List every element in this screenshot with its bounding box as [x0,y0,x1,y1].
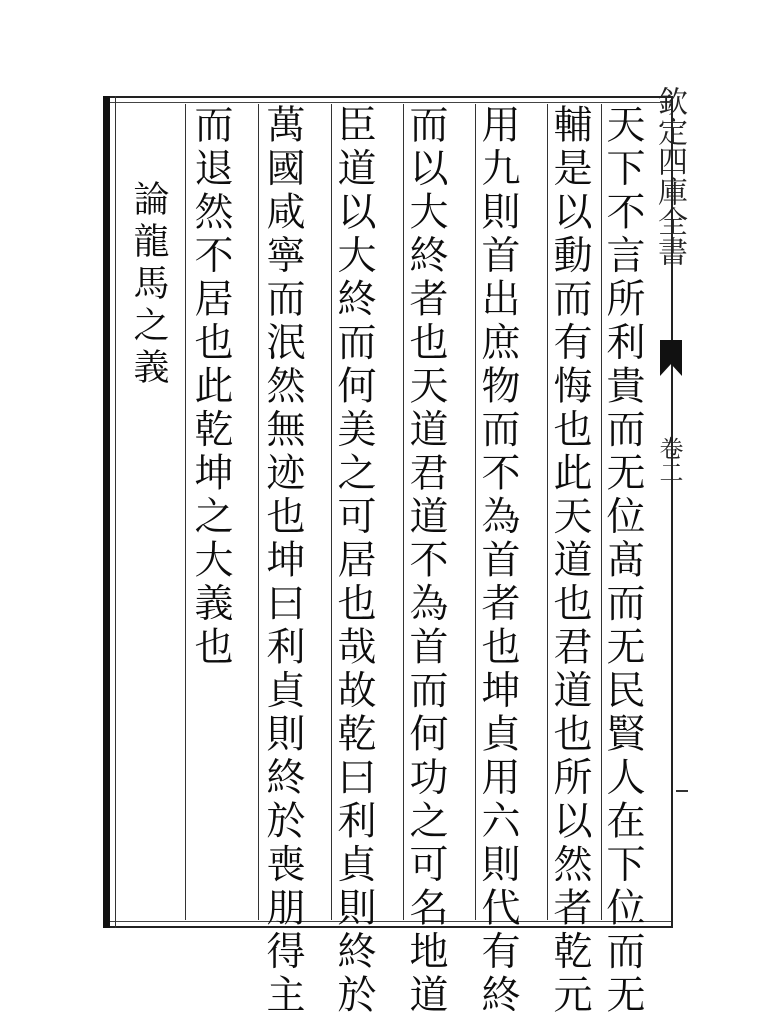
section-title: 論龍馬之義 [128,180,169,390]
column-rule [258,104,259,920]
text-column-1: 天下不言所利貴而无位髙而无民賢人在下位而无 [600,104,645,1018]
fishtail-mark-icon [660,340,682,376]
text-column-5: 臣道以大終而何美之可居也哉故乾曰利貞則終於 [331,104,376,1018]
left-border-thick [103,96,110,928]
book-title-margin: 欽定四庫全書 [652,86,687,266]
text-column-2: 輔是以動而有悔也此天道也君道也所以然者乾元 [547,104,592,1018]
text-column-4: 而以大終者也天道君道不為首而何功之可名地道 [403,104,448,1018]
margin-tick [676,790,688,792]
top-border [103,96,673,98]
column-rule [185,104,186,920]
text-column-3: 用九則首出庶物而不為首者也坤貞用六則代有終 [475,104,520,1018]
left-border-thin [115,96,116,928]
text-column-6: 萬國咸寧而泯然無迹也坤曰利貞則終於喪朋得主 [260,104,305,1018]
text-column-7: 而退然不居也此乾坤之大義也 [188,104,233,670]
juan-number-margin: 卷二 [655,436,683,484]
top-border-inner [103,102,673,103]
